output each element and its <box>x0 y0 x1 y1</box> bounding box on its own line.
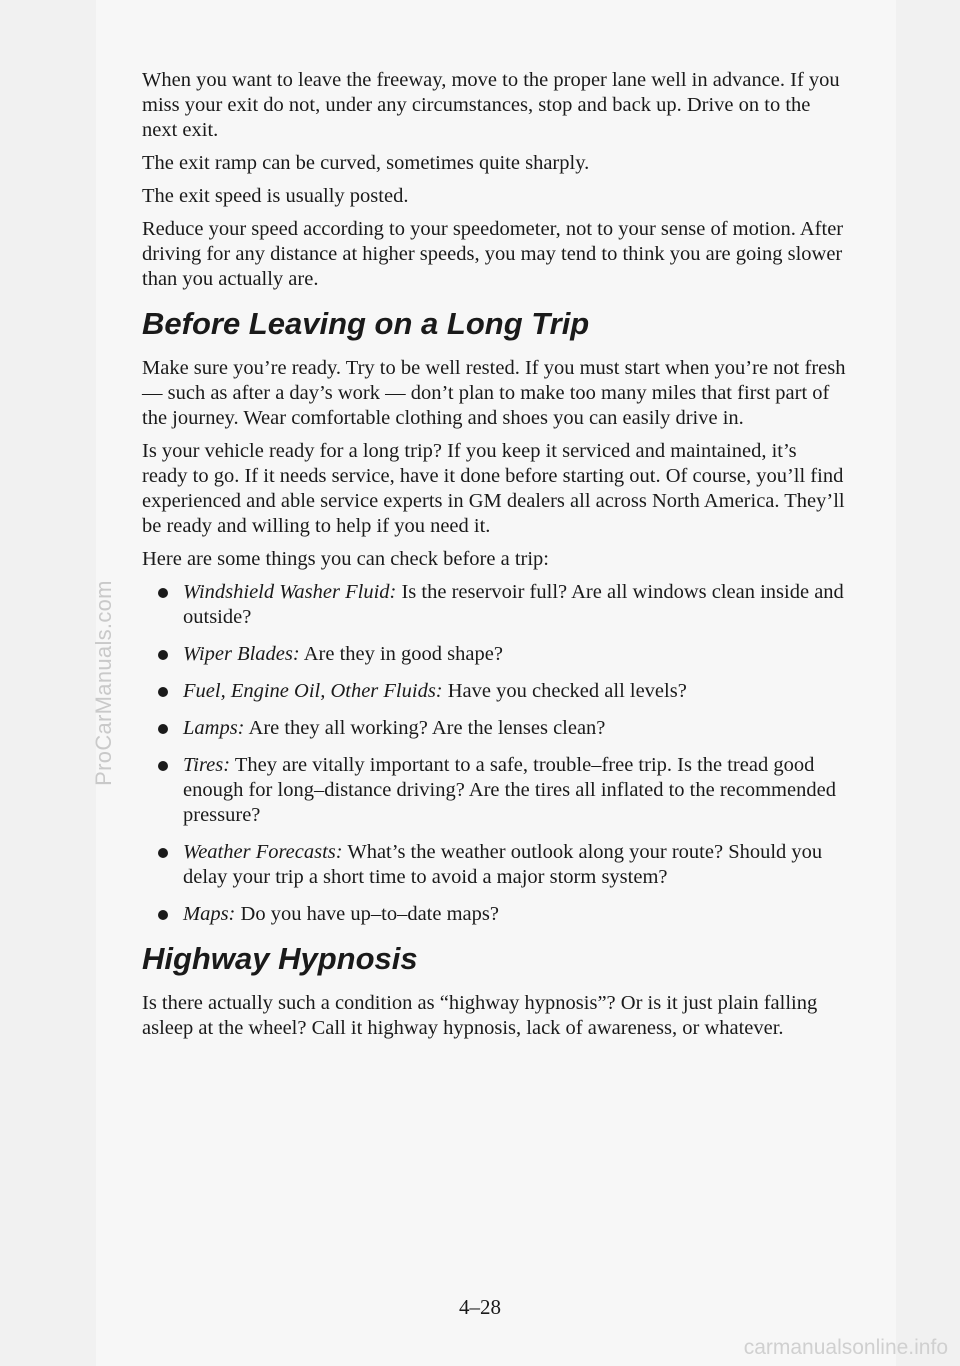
intro-paragraph: When you want to leave the freeway, move to the proper lane well in advance. If you miss your exit do not, under any circumstances, stop and back up. Drive on to the next exit. <box>142 69 840 141</box>
section-paragraph: Is there actually such a condition as “highway hypnosis”? Or is it just plain falling asleep at the wheel? Call it highway hypnosis, lack of awareness, or whatever. <box>142 992 818 1039</box>
checklist-item <box>142 679 847 704</box>
checklist-item <box>142 642 847 667</box>
trip-checklist <box>142 580 847 927</box>
bullet-icon <box>158 848 168 858</box>
checklist-term: Weather Forecasts: <box>183 841 343 863</box>
bottom-watermark: carmanualsonline.info <box>743 1336 948 1359</box>
checklist-text: Have you checked all levels? <box>442 680 687 702</box>
checklist-item <box>142 902 847 927</box>
bullet-icon <box>158 687 168 697</box>
checklist-text: Is the reservoir full? Are all windows clean inside and outside? <box>183 581 844 628</box>
section-paragraph: Is your vehicle ready for a long trip? If you keep it serviced and maintained, it’s ready to go. If it needs service, have it done before starting out. Of course, you’ll find experienced and able service experts in GM dealers all across North America. They’ll be ready and willing to help if you need it. <box>142 440 845 537</box>
checklist-term: Maps: <box>183 903 236 925</box>
section-heading-long-trip: Before Leaving on a Long Trip <box>142 306 590 341</box>
checklist-term: Windshield Washer Fluid: <box>183 581 397 603</box>
intro-paragraph: The exit speed is usually posted. <box>142 185 409 207</box>
checklist-text: Are they all working? Are the lenses clean? <box>244 717 606 739</box>
bullet-icon <box>158 761 168 771</box>
intro-paragraph: Reduce your speed according to your speedometer, not to your sense of motion. After driving for any distance at higher speeds, you may tend to think you are going slower than you actually are. <box>142 218 844 290</box>
section-heading-highway-hypnosis: Highway Hypnosis <box>142 941 418 976</box>
checklist-text: They are vitally important to a safe, trouble–free trip. Is the tread good enough for long–distance driving? Are the tires all inflated to the recommended pressure? <box>183 754 836 826</box>
checklist-term: Wiper Blades: <box>183 643 300 665</box>
section-paragraph: Make sure you’re ready. Try to be well rested. If you must start when you’re not fresh — such as after a day’s work — don’t plan to make too many miles that first part of the journey. Wear comfortable clothing and shoes you can easily drive in. <box>142 357 846 429</box>
checklist-item <box>142 716 847 741</box>
checklist-item <box>142 753 847 828</box>
checklist-item <box>142 580 847 630</box>
checklist-item <box>142 840 847 890</box>
checklist-text: Do you have up–to–date maps? <box>235 903 499 925</box>
bullet-icon <box>158 910 168 920</box>
checklist-term: Fuel, Engine Oil, Other Fluids: <box>183 680 443 702</box>
intro-paragraph: The exit ramp can be curved, sometimes quite sharply. <box>142 152 590 174</box>
bullet-icon <box>158 650 168 660</box>
bullet-icon <box>158 588 168 598</box>
page-number: 4–28 <box>459 1295 501 1319</box>
checklist-term: Lamps: <box>183 717 245 739</box>
section-paragraph: Here are some things you can check before a trip: <box>142 548 549 570</box>
side-watermark: ProCarManuals.com <box>91 580 116 786</box>
page-content <box>142 68 847 1049</box>
checklist-term: Tires: <box>183 754 231 776</box>
checklist-text: What’s the weather outlook along your route? Should you delay your trip a short time to avoid a major storm system? <box>183 841 823 888</box>
bullet-icon <box>158 724 168 734</box>
checklist-text: Are they in good shape? <box>299 643 503 665</box>
